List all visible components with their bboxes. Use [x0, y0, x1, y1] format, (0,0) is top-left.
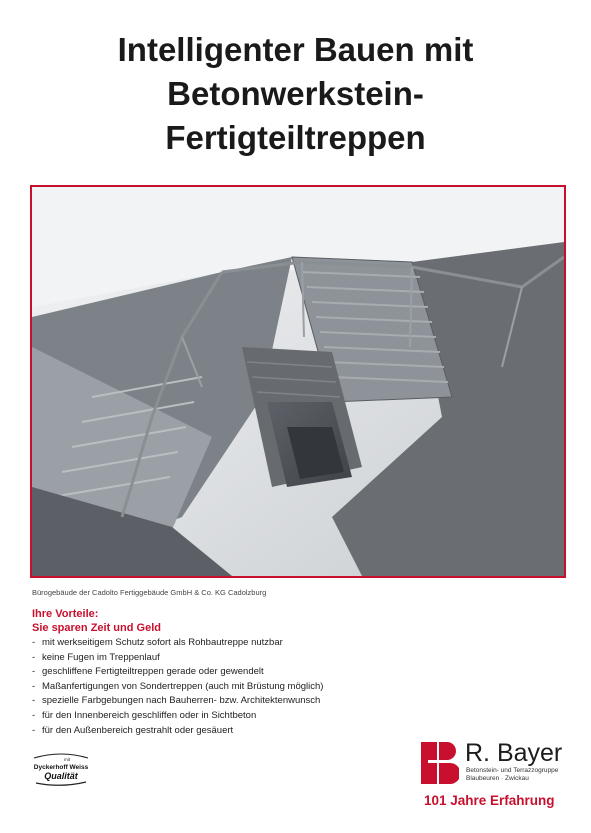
advantages-heading [32, 607, 161, 635]
seal-line-1: mit [64, 757, 70, 762]
photo-caption: Bürogebäude der Cadolto Fertiggebäude GmbH & Co. KG Cadolzburg [32, 588, 267, 597]
title-line-2: Betonwerkstein- [167, 75, 424, 112]
company-subtitle-2: Blaubeuren · Zwickau [466, 775, 529, 782]
company-tagline: 101 Jahre Erfahrung [424, 793, 555, 808]
page-title [0, 28, 591, 160]
dyckerhoff-quality-seal [30, 752, 92, 786]
list-item: - keine Fugen im Treppenlauf [32, 651, 323, 666]
staircase-photo [30, 185, 566, 578]
company-subtitle [466, 767, 558, 783]
seal-line-3: Qualität [44, 771, 78, 781]
seal-line-2: Dyckerhoff Weiss [33, 764, 89, 771]
company-subtitle-1: Betonstein- und Terrazzogruppe [466, 767, 559, 774]
list-item: - spezielle Farbgebungen nach Bauherren- bzw. Architektenwunsch [32, 694, 323, 709]
title-line-1: Intelligenter Bauen mit [117, 31, 474, 68]
list-item: - für den Außenbereich gestrahlt oder gesäuert [32, 724, 323, 739]
advantages-heading-1: Ihre Vorteile: [32, 608, 99, 620]
list-item: - mit werkseitigem Schutz sofort als Rohbautreppe nutzbar [32, 636, 323, 651]
r-bayer-logo-icon [421, 742, 459, 784]
advantages-heading-2: Sie sparen Zeit und Geld [32, 622, 161, 634]
advantages-list [32, 636, 323, 738]
list-item: - für den Innenbereich geschliffen oder in Sichtbeton [32, 709, 323, 724]
list-item: - Maßanfertigungen von Sondertreppen (auch mit Brüstung möglich) [32, 680, 323, 695]
title-line-3: Fertigteiltreppen [165, 119, 426, 156]
list-item: - geschliffene Fertigteiltreppen gerade oder gewendelt [32, 665, 323, 680]
company-name: R. Bayer [465, 739, 563, 767]
